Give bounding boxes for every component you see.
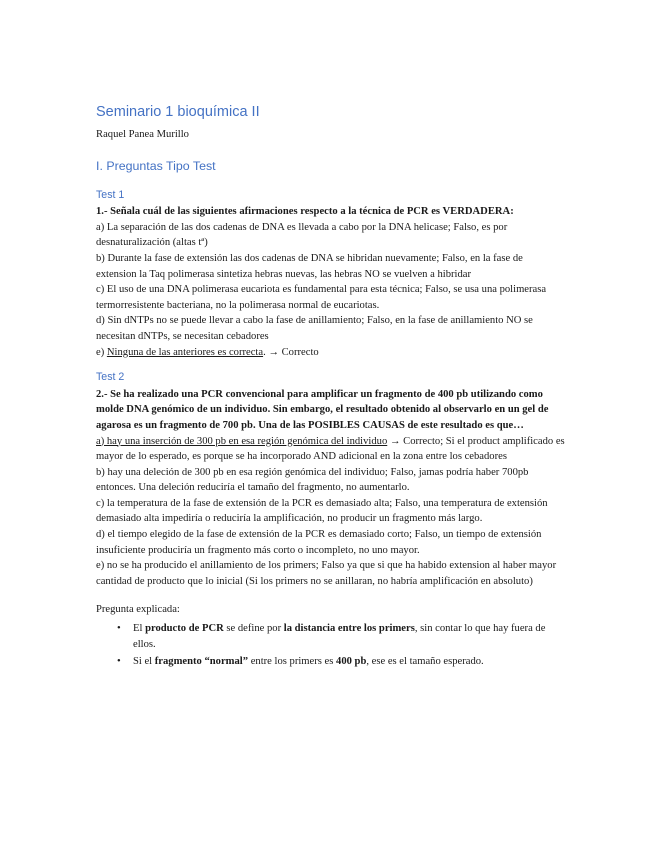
bullet-2-bold-1: fragmento “normal” (154, 656, 249, 668)
test-2-option-a-explanation: → Correcto; Si el product amplificado es mayor de lo esperado, es porque se ha incorporado AND adicional en la zona entre los cebadores (96, 435, 565, 463)
explained-list (96, 621, 566, 670)
bullet-1-text-1: El (133, 623, 146, 635)
test-1-label: Test 1 (96, 188, 125, 201)
test-1-option-d: d) Sin dNTPs no se puede llevar a cabo la fase de anillamiento; Falso, en la fase de anillamiento NO se necesitan dNTPs, se necesitan cebadores (96, 315, 533, 342)
bullet-1-text-3: , sin contar lo que hay fuera de ellos. (133, 623, 546, 650)
bullet-1-bold-2: la distancia entre los primers (283, 623, 415, 635)
bullet-2-bold-2: 400 pb (336, 656, 367, 668)
bullet-1-bold-1: producto de PCR (145, 623, 224, 635)
test-2-option-d: d) el tiempo elegido de la fase de extensión de la PCR es demasiado corto; Falso, un tiempo de extensión insuficiente produciría un fragmento más corto o incompleto, no uno mayor. (96, 529, 542, 556)
test-1-option-e-prefix: e) (96, 346, 107, 358)
test-2-option-b: b) hay una deleción de 300 pb en esa región genómica del individuo; Falso, jamas podría haber 700pb entonces. Una deleción reduciría el tamaño del fragmento, no aumentarlo. (96, 466, 529, 494)
bullet-2-text-3: , ese es el tamaño esperado. (366, 656, 484, 668)
test-1-block (96, 188, 566, 361)
document-title: Seminario 1 bioquímica II (96, 104, 260, 120)
bullet-2-text-2: entre los primers es (248, 656, 337, 668)
bullet-2-text-1: Si el (133, 656, 155, 668)
test-2-option-a (96, 434, 566, 465)
test-2-block (96, 370, 566, 589)
test-1-option-e-verdict: . → Correcto (263, 346, 319, 358)
test-1-option-e-answer: Ninguna de las anteriores es correcta (106, 346, 264, 358)
test-2-question: 2.- Se ha realizado una PCR convencional para amplificar un fragmento de 400 pb utilizando como molde DNA genómico de un individuo. Sin embargo, el resultado obtenido al observarlo en un gel de agarosa es un fragmento de 700 pb. Una de las POSIBLES CAUSAS de este resultado es que… (96, 388, 549, 431)
test-2-option-c: c) la temperatura de la fase de extensión de la PCR es demasiado alta; Falso, una temperatura de extensión demasiado alta impediría o reduciría la amplificación, no producir un fragmento más largo. (96, 497, 548, 525)
explained-label: Pregunta explicada: (96, 604, 180, 616)
test-1-option-e (96, 345, 566, 361)
test-1-option-a: a) La separación de las dos cadenas de DNA es llevada a cabo por la DNA helicase; Falso, es por desnaturalización (altas tª) (96, 221, 508, 249)
bullet-1-text-2: se define por (223, 623, 284, 635)
explained-bullet-2 (133, 654, 566, 670)
explained-bullet-1 (133, 621, 566, 652)
test-1-question: 1.- Señala cuál de las siguientes afirmaciones respecto a la técnica de PCR es VERDADERA: (96, 206, 514, 218)
test-2-option-e: e) no se ha producido el anillamiento de los primers; Falso ya que si que ha habido extension al haber mayor cantidad de producto que lo inicial (Si los primers no se anillaran, no habría amplificación en absoluto) (96, 560, 557, 587)
author-name: Raquel Panea Murillo (96, 129, 189, 140)
document-content (96, 103, 566, 672)
test-2-option-a-answer: a) hay una inserción de 300 pb en esa región genómica del individuo (96, 435, 388, 447)
test-1-option-b: b) Durante la fase de extensión las dos cadenas de DNA se hibridan nuevamente; Falso, en la fase de extension la Taq polimerasa sintetiza hebras nuevas, las hebras NO se vuelven a hibridar (96, 252, 523, 280)
test-2-label: Test 2 (96, 371, 125, 384)
section-title: I. Preguntas Tipo Test (96, 158, 216, 173)
test-1-option-c: c) El uso de una DNA polimerasa eucariota es fundamental para esta técnica; Falso, se usa una polimerasa termorresistente bacteriana, no la polimerasa normal de eucariotas. (96, 284, 547, 311)
